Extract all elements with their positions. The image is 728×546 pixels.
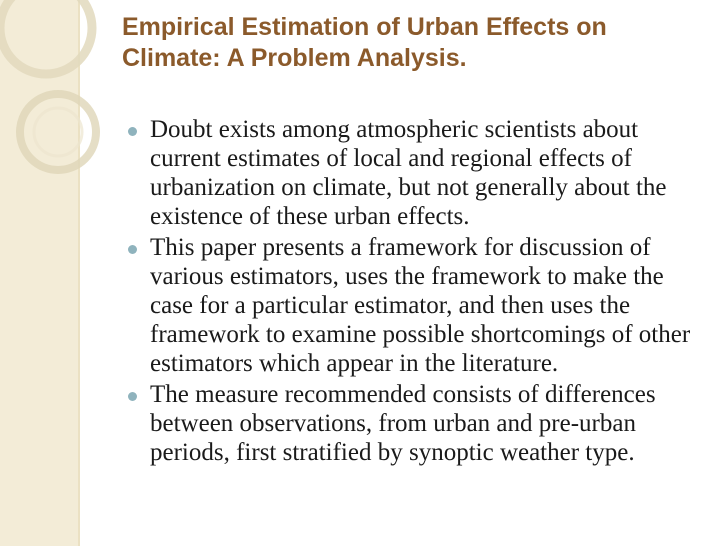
bullet-icon bbox=[128, 127, 137, 136]
bullet-text: This paper presents a framework for discussion of various estimators, uses the framework to make the case for a particular estimator, and then uses the framework to examine possible shortcomings of other estimators which appear in the literature. bbox=[150, 234, 691, 377]
slide-title: Empirical Estimation of Urban Effects on Climate: A Problem Analysis. bbox=[122, 13, 607, 72]
bullet-text: Doubt exists among atmospheric scientists about current estimates of local and regional effects of urbanization on climate, but not generally about the existence of these urban effects. bbox=[150, 116, 667, 230]
bullet-list bbox=[128, 115, 708, 469]
bullet-icon bbox=[128, 245, 137, 254]
bullet-item-3 bbox=[128, 380, 708, 467]
bullet-item-2 bbox=[128, 233, 708, 378]
bullet-text: The measure recommended consists of differences between observations, from urban and pre-urban periods, first stratified by synoptic weather type. bbox=[150, 381, 656, 466]
bullet-item-1 bbox=[128, 115, 708, 231]
bullet-icon bbox=[128, 392, 137, 401]
